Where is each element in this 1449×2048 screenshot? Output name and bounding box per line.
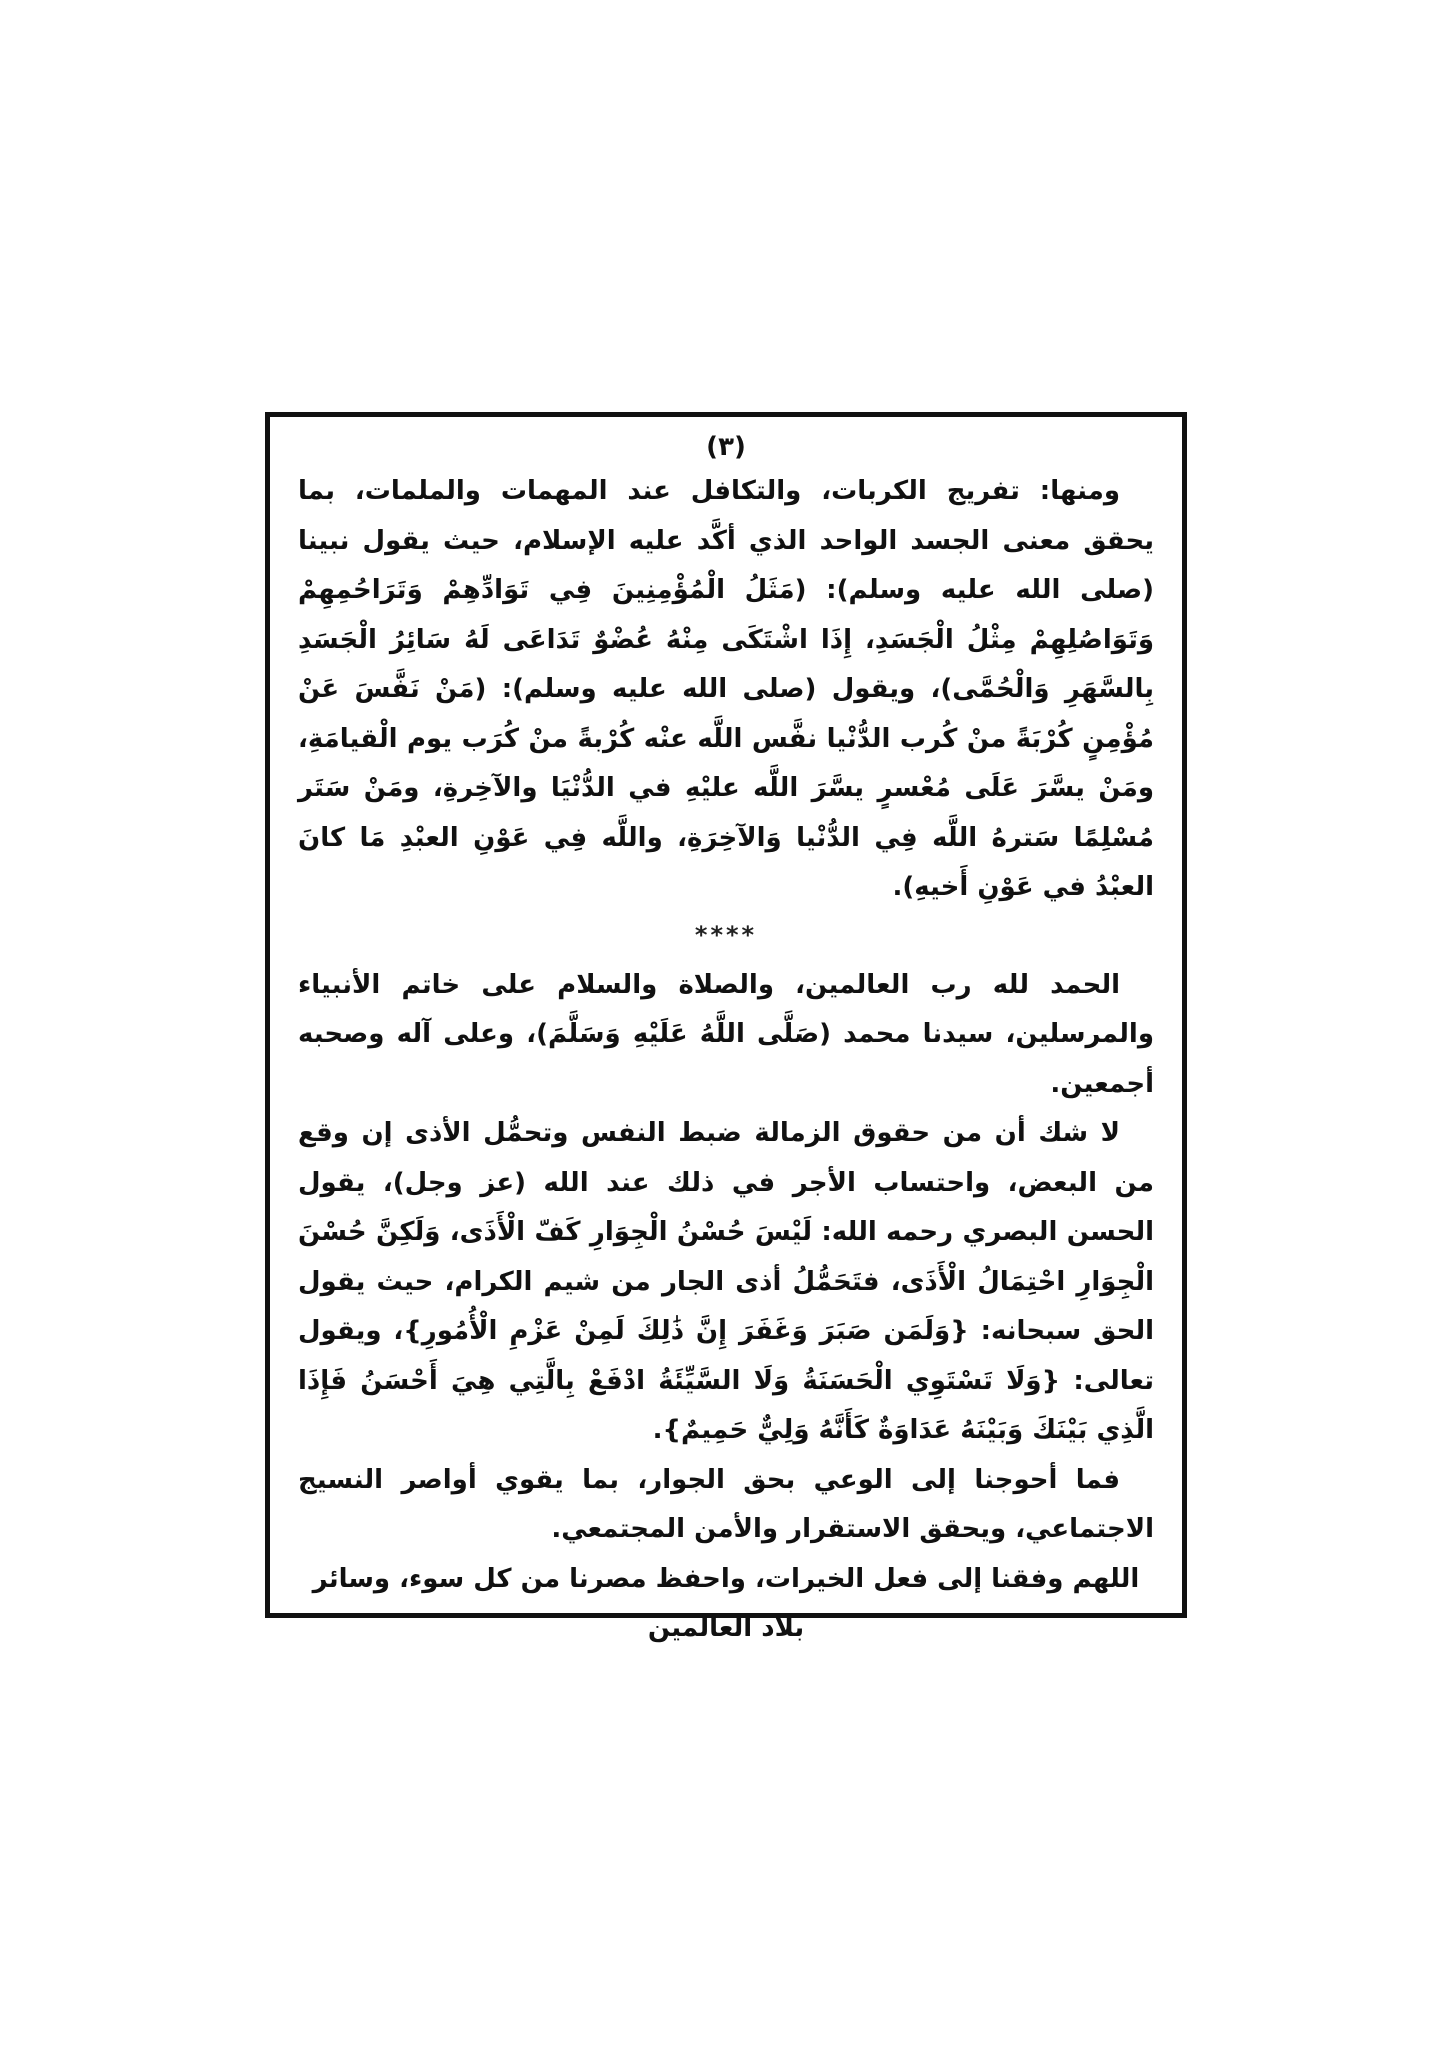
paragraph-awareness: فما أحوجنا إلى الوعي بحق الجوار، بما يقوي أواصر النسيج الاجتماعي، ويحقق الاستقرار والأمن المجتمعي. [298,1464,1154,1544]
paragraph-praise: الحمد لله رب العالمين، والصلاة والسلام على خاتم الأنبياء والمرسلين، سيدنا محمد (صَلَّى اللَّهُ عَلَيْهِ وَسَلَّمَ)، وعلى آله وصحبه أجمعين. [298,969,1154,1099]
page-number: (٣) [706,432,746,462]
paragraph-patience: لا شك أن من حقوق الزمالة ضبط النفس وتحمُّل الأذى إن وقع من البعض، واحتساب الأجر في ذلك عند الله (عز وجل)، يقول الحسن البصري رحمه الله: لَيْسَ حُسْنُ الْجِوَارِ كَفّ الْأَذَى، وَلَكِنَّ حُسْنَ الْجِوَارِ احْتِمَالُ الْأَذَى، فتَحَمُّلُ أذى الجار من شيم الكرام، حيث يقول الحق سبحانه: {وَلَمَن صَبَرَ وَغَفَرَ إِنَّ ذَٰلِكَ لَمِنْ عَزْمِ الْأُمُورِ}، ويقول تعالى: {وَلَا تَسْتَوِي الْحَسَنَةُ وَلَا السَّيِّئَةُ ادْفَعْ بِالَّتِي هِيَ أَحْسَنُ فَإِذَا الَّذِي بَيْنَكَ وَبَيْنَهُ عَدَاوَةٌ كَأَنَّهُ وَلِيٌّ حَمِيمٌ}. [298,1118,1154,1445]
closing-supplication: اللهم وفقنا إلى فعل الخيرات، واحفظ مصرنا من كل سوء، وسائر بلاد العالمين [312,1563,1140,1643]
paragraph-relief-of-hardships: ومنها: تفريج الكربات، والتكافل عند المهمات والملمات، بما يحقق معنى الجسد الواحد الذي أكَّد عليه الإسلام، حيث يقول نبينا (صلى الله عليه وسلم): (مَثَلُ الْمُؤْمِنِينَ فِي تَوَادِّهِمْ وَتَرَاحُمِهِمْ وَتَوَاصُلِهِمْ مِثْلُ الْجَسَدِ، إِذَا اشْتَكَى مِنْهُ عُضْوٌ تَدَاعَى لَهُ سَائِرُ الْجَسَدِ بِالسَّهَرِ وَالْحُمَّى)، ويقول (صلى الله عليه وسلم): (مَنْ نَفَّسَ عَنْ مُؤْمِنٍ كُرْبَةً منْ كُرب الدُّنْيا نفَّس اللَّه عنْه كُرْبةً منْ كُرَب يوم الْقيامَةِ، ومَنْ يسَّرَ عَلَى مُعْسرٍ يسَّرَ اللَّه عليْهِ في الدُّنْيَا والآخِرةِ، ومَنْ سَتَر مُسْلِمًا سَترهُ اللَّه فِي الدُّنْيا وَالآخِرَةِ، واللَّه فِي عَوْنِ العبْدِ مَا كانَ العبْدُ في عَوْنِ أَخيهِ). [298,476,1154,902]
page-frame [265,412,1187,1643]
section-separator: **** [694,920,758,949]
